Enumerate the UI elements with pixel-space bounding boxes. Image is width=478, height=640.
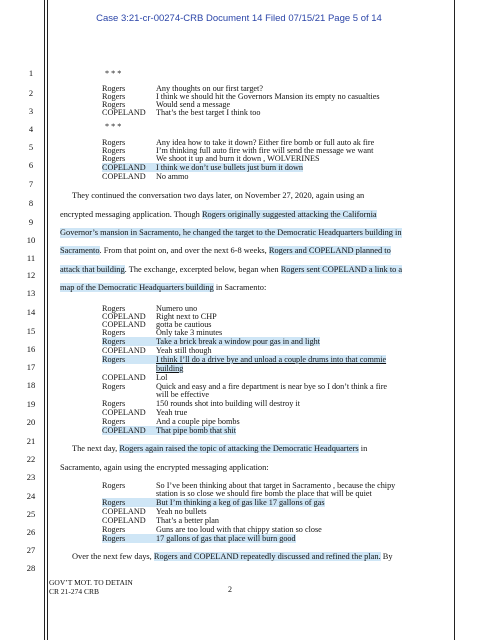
line-number: 3: [28, 106, 34, 116]
line-number: 1: [28, 68, 34, 78]
right-margin-rule: [454, 0, 455, 640]
chat-speaker: COPELAND: [102, 172, 146, 181]
highlighted-text: Rogers sent COPELAND a link to a: [280, 265, 403, 274]
section-break-stars: * * *: [105, 69, 122, 78]
chat-speaker: Rogers: [102, 481, 126, 490]
line-number: 8: [28, 198, 34, 208]
highlighted-text: Rogers and COPELAND planned to: [268, 246, 391, 255]
footer-title: GOV’T MOT. TO DETAIN: [49, 578, 133, 587]
chat-speaker: COPELAND: [102, 507, 146, 516]
paragraph-line: Sacramento. From that point on, and over the next 6-8 weeks, Rogers and COPELAND planned to: [60, 246, 391, 255]
chat-speaker: COPELAND: [102, 408, 146, 417]
paragraph-line: map of the Democratic Headquarters building in Sacramento:: [60, 283, 267, 292]
line-number: 16: [26, 344, 36, 354]
highlighted-text: Rogers again raised the topic of attacking the Democratic Headquarters: [119, 444, 359, 453]
line-number: 12: [26, 270, 36, 280]
line-number: 4: [28, 124, 34, 134]
chat-speaker: Rogers: [102, 138, 126, 147]
chat-message: That’s the best target I think too: [156, 108, 261, 117]
left-margin-rule-inner: [47, 0, 48, 640]
chat-message: 150 rounds shot into building will destroy it: [156, 399, 300, 408]
line-number: 10: [26, 235, 36, 245]
chat-message: Only take 3 minutes: [156, 328, 223, 337]
footer-case-number: CR 21-274 CRB: [49, 587, 100, 596]
paragraph-line: The next day, Rogers again raised the topic of attacking the Democratic Headquarters in: [72, 444, 368, 453]
line-number: 2: [28, 88, 34, 98]
line-number: 9: [28, 217, 34, 227]
highlighted-text: Sacramento: [60, 246, 100, 255]
chat-speaker: Rogers: [102, 84, 126, 93]
chat-message: Yeah no bullets: [156, 507, 207, 516]
chat-message: Any thoughts on our first target?: [156, 84, 263, 93]
chat-message: I think we should hit the Governors Mansion its empty no casualties: [156, 92, 380, 101]
line-number: 15: [26, 326, 36, 336]
chat-message: Quick and easy and a fire department is near bye so I don’t think a fire: [156, 382, 388, 391]
line-number: 13: [26, 288, 36, 298]
paragraph-line-highlighted: Governor’s mansion in Sacramento, he changed the target to the Democratic Headquarters building in: [60, 228, 402, 237]
chat-speaker: Rogers: [102, 146, 126, 155]
chat-message: So I’ve been thinking about that target in Sacramento , because the chipy: [156, 481, 396, 490]
highlighted-text: Rogers and COPELAND repeatedly discussed and refined the plan.: [153, 552, 381, 561]
highlighted-text: attack that building: [60, 265, 125, 274]
chat-message-highlighted: Take a brick break a window pour gas in and light: [156, 337, 321, 346]
paragraph-line: attack that building. The exchange, excerpted below, began when Rogers sent COPELAND a link to a: [60, 265, 403, 274]
line-number: 19: [26, 399, 36, 409]
chat-message-highlighted: That pipe bomb that shit: [156, 426, 237, 435]
chat-message: I’m thinking full auto fire with fire will send the message we want: [156, 146, 374, 155]
chat-message: Numero uno: [156, 304, 198, 313]
chat-message-highlighted: But I’m thinking a keg of gas like 17 gallons of gas: [156, 498, 325, 507]
chat-message: Yeah true: [156, 408, 188, 417]
left-margin-rule: [44, 0, 45, 640]
chat-message-continued: station is so close we should fire bomb the place that will be quiet: [156, 489, 372, 498]
chat-message: Lol: [156, 373, 168, 382]
chat-speaker: Rogers: [102, 355, 156, 364]
chat-message: Any idea how to take it down? Either fire bomb or full auto ak fire: [156, 138, 375, 147]
line-number: 23: [26, 472, 36, 482]
chat-speaker: Rogers: [102, 498, 156, 507]
highlighted-text: Rogers originally suggested attacking the California: [201, 210, 377, 219]
chat-speaker: COPELAND: [102, 163, 156, 172]
chat-speaker: COPELAND: [102, 373, 146, 382]
line-number: 11: [26, 253, 36, 263]
chat-message: Guns are too loud with that chippy station so close: [156, 525, 322, 534]
chat-message-continued: will be effective: [156, 390, 210, 399]
line-number: 24: [26, 491, 36, 501]
chat-speaker: Rogers: [102, 100, 126, 109]
line-number: 14: [26, 307, 36, 317]
chat-speaker: Rogers: [102, 328, 126, 337]
chat-message: Yeah still though: [156, 346, 212, 355]
chat-speaker: Rogers: [102, 525, 126, 534]
chat-message: That’s a better plan: [156, 516, 219, 525]
paragraph-line: Sacramento, again using the encrypted messaging application:: [60, 463, 269, 472]
paragraph-line: Over the next few days, Rogers and COPELAND repeatedly discussed and refined the plan. By: [72, 552, 393, 561]
line-number: 27: [26, 545, 36, 555]
chat-speaker: COPELAND: [102, 346, 146, 355]
chat-message: gotta be cautious: [156, 320, 212, 329]
chat-message-highlighted: I think I’ll do a drive bye and unload a couple drums into that commie: [156, 355, 387, 364]
page-number: 2: [228, 585, 232, 594]
line-number: 5: [28, 142, 34, 152]
highlighted-text: map of the Democratic Headquarters building: [60, 283, 214, 292]
chat-speaker: COPELAND: [102, 516, 146, 525]
chat-speaker: Rogers: [102, 534, 156, 543]
paragraph-line: They continued the conversation two days later, on November 27, 2020, again using an: [72, 191, 365, 200]
chat-speaker: COPELAND: [102, 108, 146, 117]
chat-message-continued: building: [156, 364, 184, 373]
line-number: 28: [26, 563, 36, 573]
line-number: 26: [26, 527, 36, 537]
section-break-stars: * * *: [105, 122, 122, 131]
chat-speaker: COPELAND: [102, 312, 146, 321]
chat-speaker: Rogers: [102, 382, 126, 391]
line-number: 7: [28, 179, 34, 189]
case-header: Case 3:21-cr-00274-CRB Document 14 Filed 07/15/21 Page 5 of 14: [96, 13, 382, 24]
chat-speaker: COPELAND: [102, 320, 146, 329]
line-number: 17: [26, 362, 36, 372]
chat-speaker: Rogers: [102, 304, 126, 313]
chat-message: No ammo: [156, 172, 189, 181]
chat-speaker: Rogers: [102, 417, 126, 426]
line-number: 21: [26, 436, 36, 446]
line-number: 25: [26, 509, 36, 519]
line-number: 20: [26, 417, 36, 427]
chat-message-highlighted: 17 gallons of gas that place will burn good: [156, 534, 296, 543]
line-number: 18: [26, 380, 36, 390]
line-number: 22: [26, 454, 36, 464]
chat-speaker: Rogers: [102, 92, 126, 101]
chat-message-highlighted: I think we don’t use bullets just burn it down: [156, 163, 303, 172]
chat-speaker: Rogers: [102, 337, 156, 346]
chat-speaker: Rogers: [102, 154, 126, 163]
chat-speaker: Rogers: [102, 399, 126, 408]
chat-speaker: COPELAND: [102, 426, 156, 435]
line-number: 6: [28, 160, 34, 170]
chat-message: We shoot it up and burn it down , WOLVERINES: [156, 154, 320, 163]
paragraph-line: encrypted messaging application. Though Rogers originally suggested attacking the California: [60, 210, 377, 219]
chat-message: And a couple pipe bombs: [156, 417, 240, 426]
chat-message: Right next to CHP: [156, 312, 217, 321]
chat-message: Would send a message: [156, 100, 231, 109]
